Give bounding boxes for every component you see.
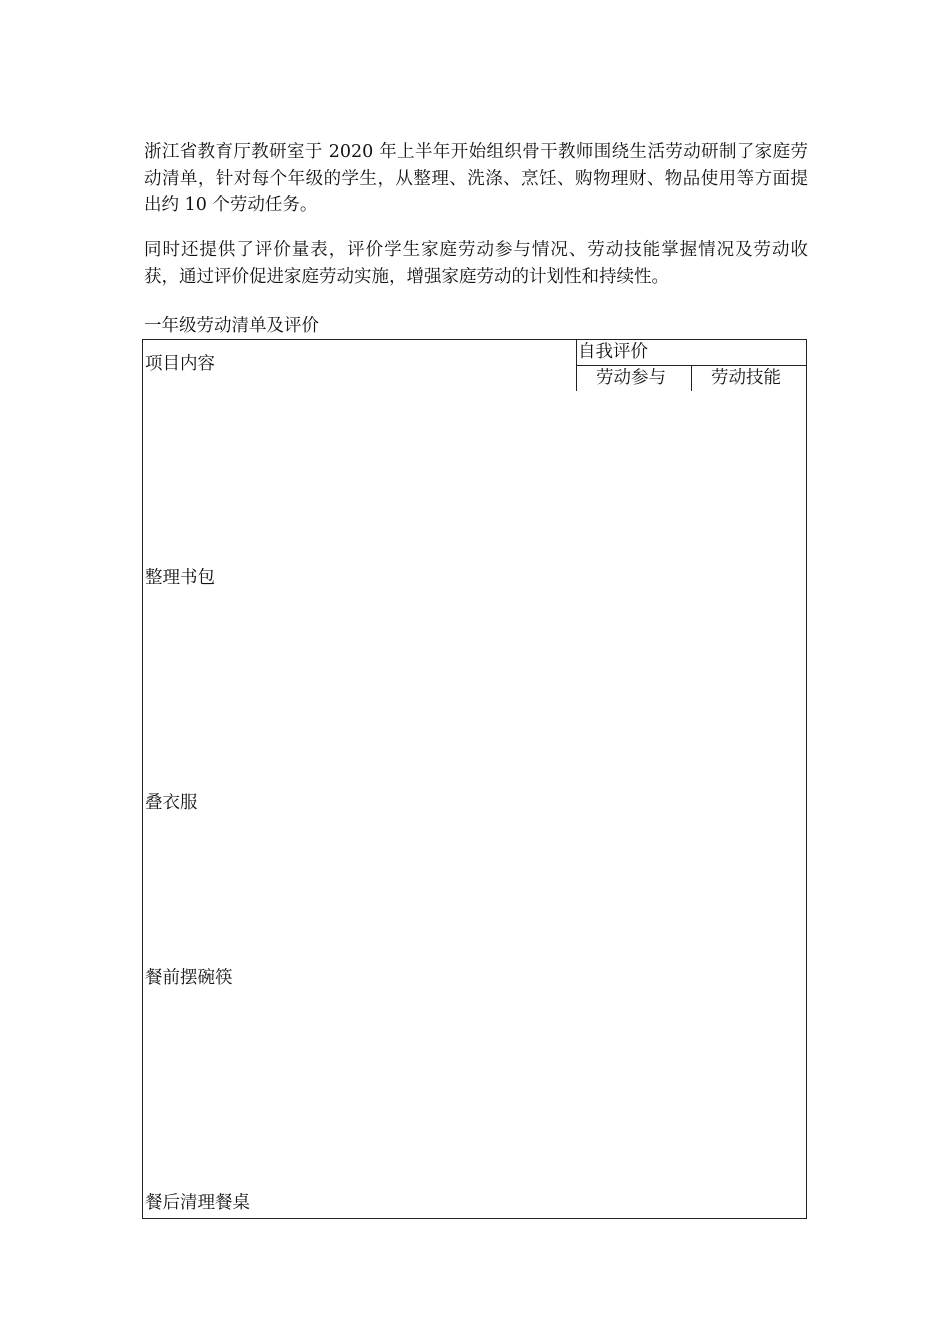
table-row-item: 餐前摆碗筷 [145, 968, 233, 988]
header-project-content: 项目内容 [145, 354, 215, 374]
table-title: 一年级劳动清单及评价 [144, 316, 319, 336]
table-row-item: 叠衣服 [145, 793, 198, 813]
table-row-item: 餐后清理餐桌 [145, 1193, 250, 1213]
intro-paragraph-1: 浙江省教育厅教研室于 2020 年上半年开始组织骨干教师围绕生活劳动研制了家庭劳动清单，针对每个年级的学生，从整理、洗涤、烹饪、购物理财、物品使用等方面提出约 10 个劳动任务。 [144, 142, 808, 215]
table-row-item: 整理书包 [145, 568, 215, 588]
intro-paragraph-2: 同时还提供了评价量表，评价学生家庭劳动参与情况、劳动技能掌握情况及劳动收获，通过评价促进家庭劳动实施，增强家庭劳动的计划性和持续性。 [144, 240, 808, 287]
header-self-evaluation: 自我评价 [578, 342, 648, 362]
participation-skill-divider [691, 366, 692, 391]
labor-checklist-table [142, 339, 807, 1219]
header-participation: 劳动参与 [596, 368, 666, 388]
header-skill: 劳动技能 [711, 368, 781, 388]
participation-left-divider [576, 366, 577, 391]
